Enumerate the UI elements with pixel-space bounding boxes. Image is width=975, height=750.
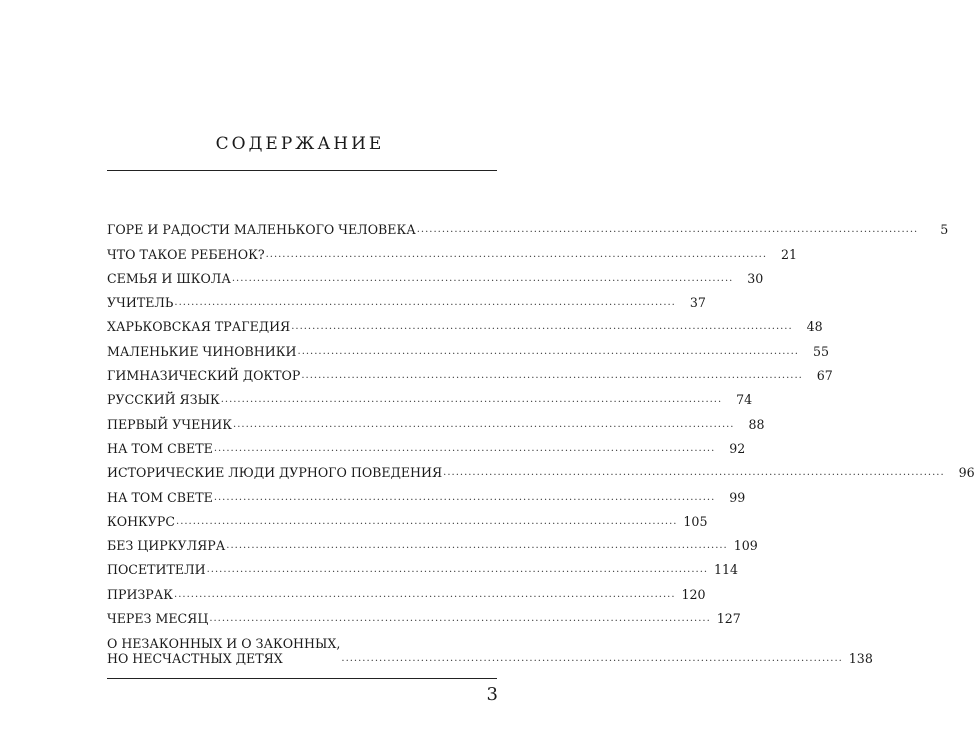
toc-entry-page: 88: [748, 416, 765, 432]
toc-entry-title: УЧИТЕЛЬ: [107, 295, 174, 311]
toc-entry[interactable]: [107, 407, 765, 432]
toc-entry-title-line2: НО НЕСЧАСТНЫХ ДЕТЯХ: [107, 651, 283, 667]
toc-entry-title: РУССКИЙ ЯЗЫК: [107, 392, 220, 408]
dot-leader: ........................................................................................................................: [231, 272, 734, 284]
toc-entry-title: ЧТО ТАКОЕ РЕБЕНОК?: [107, 246, 265, 262]
toc-entry-title: ПРИЗРАК: [107, 586, 174, 602]
toc-entry-title: ГОРЕ И РАДОСТИ МАЛЕНЬКОГО ЧЕЛОВЕКА: [107, 222, 416, 238]
dot-leader: ........................................................................................................................: [174, 588, 676, 600]
toc-entry-page: 109: [733, 538, 758, 554]
toc-entry[interactable]: [107, 286, 706, 311]
toc-entry-page: 74: [736, 392, 753, 408]
dot-leader: ........................................................................................................................: [233, 418, 735, 430]
toc-entry-page: 21: [781, 246, 798, 262]
dot-leader: ........................................................................................................................: [206, 564, 709, 576]
dot-leader: ........................................................................................................................: [220, 394, 723, 406]
toc-entry-title: НА ТОМ СВЕТЕ: [107, 489, 213, 505]
toc-entry-title: ПОСЕТИТЕЛИ: [107, 562, 206, 578]
toc-entry[interactable]: [107, 529, 758, 554]
toc-entry-page: 48: [806, 319, 823, 335]
dot-leader: ........................................................................................................................: [176, 515, 678, 527]
toc-entry[interactable]: [107, 359, 833, 384]
toc-entry-page: 5: [940, 222, 949, 238]
toc-entry-page: 67: [816, 368, 833, 384]
toc-entry-page: 127: [716, 611, 741, 627]
page-title: СОДЕРЖАНИЕ: [215, 134, 385, 154]
toc-entry[interactable]: [107, 480, 746, 505]
toc-entry-page: 105: [683, 513, 708, 529]
toc-entry-page: 99: [729, 489, 746, 505]
toc-entry-title: ИСТОРИЧЕСКИЕ ЛЮДИ ДУРНОГО ПОВЕДЕНИЯ: [107, 465, 443, 481]
dot-leader: ........................................................................................................................: [209, 613, 711, 625]
toc-entry-title: ЧЕРЕЗ МЕСЯЦ: [107, 611, 209, 627]
toc-entry-page: 138: [848, 651, 873, 667]
toc-entry-page: 37: [689, 295, 706, 311]
toc-entry-page: 92: [729, 440, 746, 456]
toc-entry[interactable]: [107, 432, 746, 456]
dot-leader: ........................................................................................................................: [213, 442, 716, 454]
toc-entry-title: СЕМЬЯ И ШКОЛА: [107, 270, 231, 286]
toc-entry[interactable]: [107, 456, 975, 481]
dot-leader: ........................................................................................................................: [443, 467, 945, 479]
toc-entry[interactable]: [107, 505, 708, 529]
toc-entry-title: ПЕРВЫЙ УЧЕНИК: [107, 416, 233, 432]
toc-entry[interactable]: [107, 310, 823, 335]
toc-entry-page: 114: [714, 562, 739, 578]
toc-entry-page: 120: [681, 586, 706, 602]
dot-leader: ........................................................................................................................: [265, 248, 768, 260]
toc-entry[interactable]: [107, 334, 829, 359]
toc-entry-multiline[interactable]: [107, 629, 873, 667]
toc-entry-title: ХАРЬКОВСКАЯ ТРАГЕДИЯ: [107, 319, 291, 335]
toc-entry-title: ГИМНАЗИЧЕСКИЙ ДОКТОР: [107, 368, 301, 384]
toc-entry[interactable]: [107, 553, 739, 578]
bottom-rule: [107, 678, 497, 679]
page-number: 3: [486, 684, 498, 705]
toc-entry-title-line1: О НЕЗАКОННЫХ И О ЗАКОННЫХ,: [107, 636, 341, 652]
toc-entry-page: 30: [747, 270, 764, 286]
toc-entry-title: НА ТОМ СВЕТЕ: [107, 440, 213, 456]
toc-entry-title: КОНКУРС: [107, 513, 176, 529]
top-rule: [107, 170, 497, 171]
toc-entry-title: БЕЗ ЦИРКУЛЯРА: [107, 538, 226, 554]
toc-entry[interactable]: [107, 602, 741, 627]
dot-leader: ........................................................................................................................: [174, 297, 676, 309]
toc-entry[interactable]: [107, 577, 706, 602]
toc-entry[interactable]: [107, 237, 798, 262]
toc-entry[interactable]: [107, 262, 764, 286]
dot-leader: ........................................................................................................................: [297, 345, 799, 357]
dot-leader: ........................................................................................................................: [341, 653, 843, 665]
table-of-contents: [107, 213, 975, 667]
toc-entry-page: 96: [958, 465, 975, 481]
toc-entry-title: [107, 636, 340, 666]
toc-entry-title: МАЛЕНЬКИЕ ЧИНОВНИКИ: [107, 343, 297, 359]
toc-entry[interactable]: [107, 213, 949, 238]
dot-leader: ........................................................................................................................: [291, 321, 793, 333]
dot-leader: ........................................................................................................................: [213, 491, 716, 503]
toc-entry-page: 55: [812, 343, 829, 359]
dot-leader: ........................................................................................................................: [416, 224, 919, 236]
toc-entry[interactable]: [107, 383, 753, 408]
dot-leader: ........................................................................................................................: [226, 540, 728, 552]
dot-leader: ........................................................................................................................: [301, 370, 803, 382]
